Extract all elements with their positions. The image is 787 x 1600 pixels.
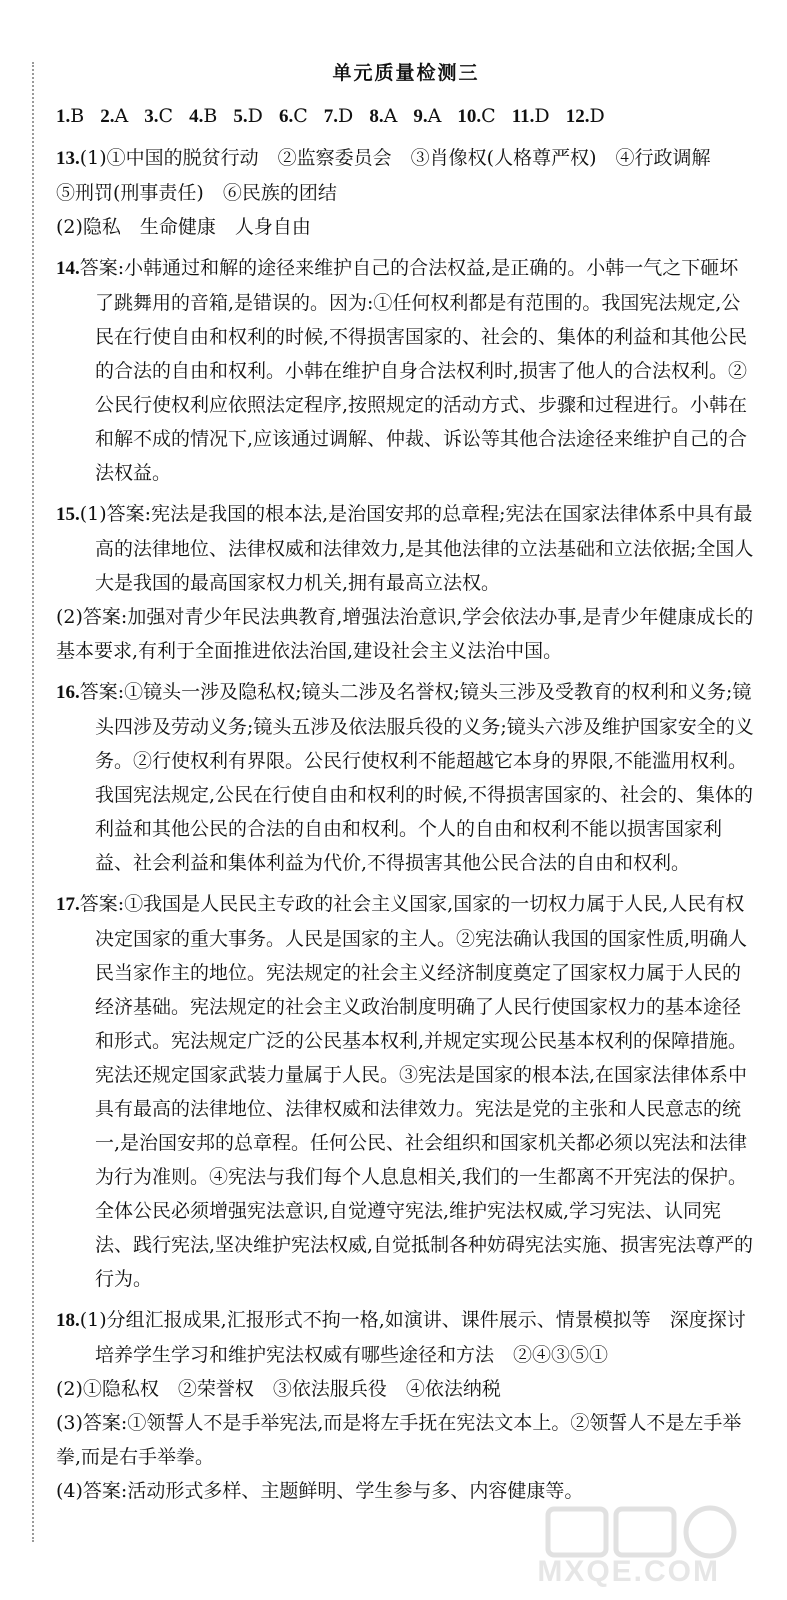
question-14: 14.答案:小韩通过和解的途径来维护自己的合法权益,是正确的。小韩一气之下砸坏了跳舞用的音箱,是错误的。因为:①任何权利都是有范围的。我国宪法规定,公民在行使自由和权利的时候,不得损害国家的、社会的、集体的利益和其他公民的合法的自由和权利。小韩在维护自身合法权利时,损害了他人的合法权利。②公民行使权利应依照法定程序,按照规定的活动方式、步骤和过程进行。小韩在和解不成的情况下,应该通过调解、仲裁、诉讼等其他合法途径来维护自己的合法权益。 [56,257,747,484]
q18-part-4: (4)答案:活动形式多样、主题鲜明、学生参与多、内容健康等。 [56,1480,584,1502]
choice-item: 10.C [457,105,496,127]
page-title: 单元质量检测三 [332,62,480,84]
q18-part-1: 18.(1)分组汇报成果,汇报形式不拘一格,如演讲、课件展示、情景模拟等 深度探讨培养学生学习和维护宪法权威有哪些途径和方法 ②④③⑤① [56,1309,746,1366]
q18-part-3: (3)答案:①领誓人不是手举宪法,而是将左手抚在宪法文本上。②领誓人不是左手举拳,而是右手举拳。 [56,1412,742,1468]
choice-item: 12.D [565,105,605,127]
choice-item: 11.D [511,105,550,127]
choice-item: 9.A [413,105,442,127]
question-15 [56,497,756,668]
choice-item: 7.D [323,105,354,127]
choice-item: 5.D [233,105,263,127]
q15-part-2: (2)答案:加强对青少年民法典教育,增强法治意识,学会依法办事,是青少年健康成长的基本要求,有利于全面推进依法治国,建设社会主义法治中国。 [56,606,754,662]
choice-item: 4.B [189,105,218,127]
q15-part-1: 15.(1)答案:宪法是我国的根本法,是治国安邦的总章程;宪法在国家法律体系中具有最高的法律地位、法律权威和法律效力,是其他法律的立法基础和立法依据;全国人大是我国的最高国家权力机关,拥有最高立法权。 [56,503,754,594]
binding-margin-line [32,62,34,1542]
q18-part-2: (2)①隐私权 ②荣誉权 ③依法服兵役 ④依法纳税 [56,1378,501,1400]
answer-page [56,58,756,1508]
choice-item: 8.A [369,105,398,127]
choice-item: 2.A [100,105,129,127]
question-18 [56,1303,756,1508]
q13-line-1: 13.(1)①中国的脱贫行动 ②监察委员会 ③肖像权(人格尊严权) ④行政调解 [56,147,711,169]
q13-line-2: ⑤刑罚(刑事责任) ⑥民族的团结 [56,182,337,204]
choice-item: 1.B [56,105,85,127]
choice-answers [56,99,756,134]
choice-item: 3.C [144,105,174,127]
question-13 [56,141,756,244]
watermark-text: MXQE.COM [537,1555,720,1588]
question-17: 17.答案:①我国是人民民主专政的社会主义国家,国家的一切权力属于人民,人民有权决定国家的重大事务。人民是国家的主人。②宪法确认我国的国家性质,明确人民当家作主的地位。宪法规定的社会主义经济制度奠定了国家权力属于人民的经济基础。宪法规定的社会主义政治制度明确了人民行使国家权力的基本途径和形式。宪法规定广泛的公民基本权利,并规定实现公民基本权利的保障措施。宪法还规定国家武装力量属于人民。③宪法是国家的根本法,在国家法律体系中具有最高的法律地位、法律权威和法律效力。宪法是党的主张和人民意志的统一,是治国安邦的总章程。任何公民、社会组织和国家机关都必须以宪法和法律为行为准则。④宪法与我们每个人息息相关,我们的一生都离不开宪法的保护。全体公民必须增强宪法意识,自觉遵守宪法,维护宪法权威,学习宪法、认同宪法、践行宪法,坚决维护宪法权威,自觉抵制各种妨碍宪法实施、损害宪法尊严的行为。 [56,893,754,1290]
q13-line-3: (2)隐私 生命健康 人身自由 [56,216,311,238]
question-16: 16.答案:①镜头一涉及隐私权;镜头二涉及名誉权;镜头三涉及受教育的权利和义务;镜头四涉及劳动义务;镜头五涉及依法服兵役的义务;镜头六涉及维护国家安全的义务。②行使权利有界限。公民行使权利不能超越它本身的界限,不能滥用权利。我国宪法规定,公民在行使自由和权利的时候,不得损害国家的、社会的、集体的利益和其他公民的合法的自由和权利。个人的自由和权利不能以损害国家利益、社会利益和集体利益为代价,不得损害其他公民合法的自由和权利。 [56,681,754,874]
choice-item: 6.C [278,105,308,127]
watermark-logo [537,1505,760,1595]
